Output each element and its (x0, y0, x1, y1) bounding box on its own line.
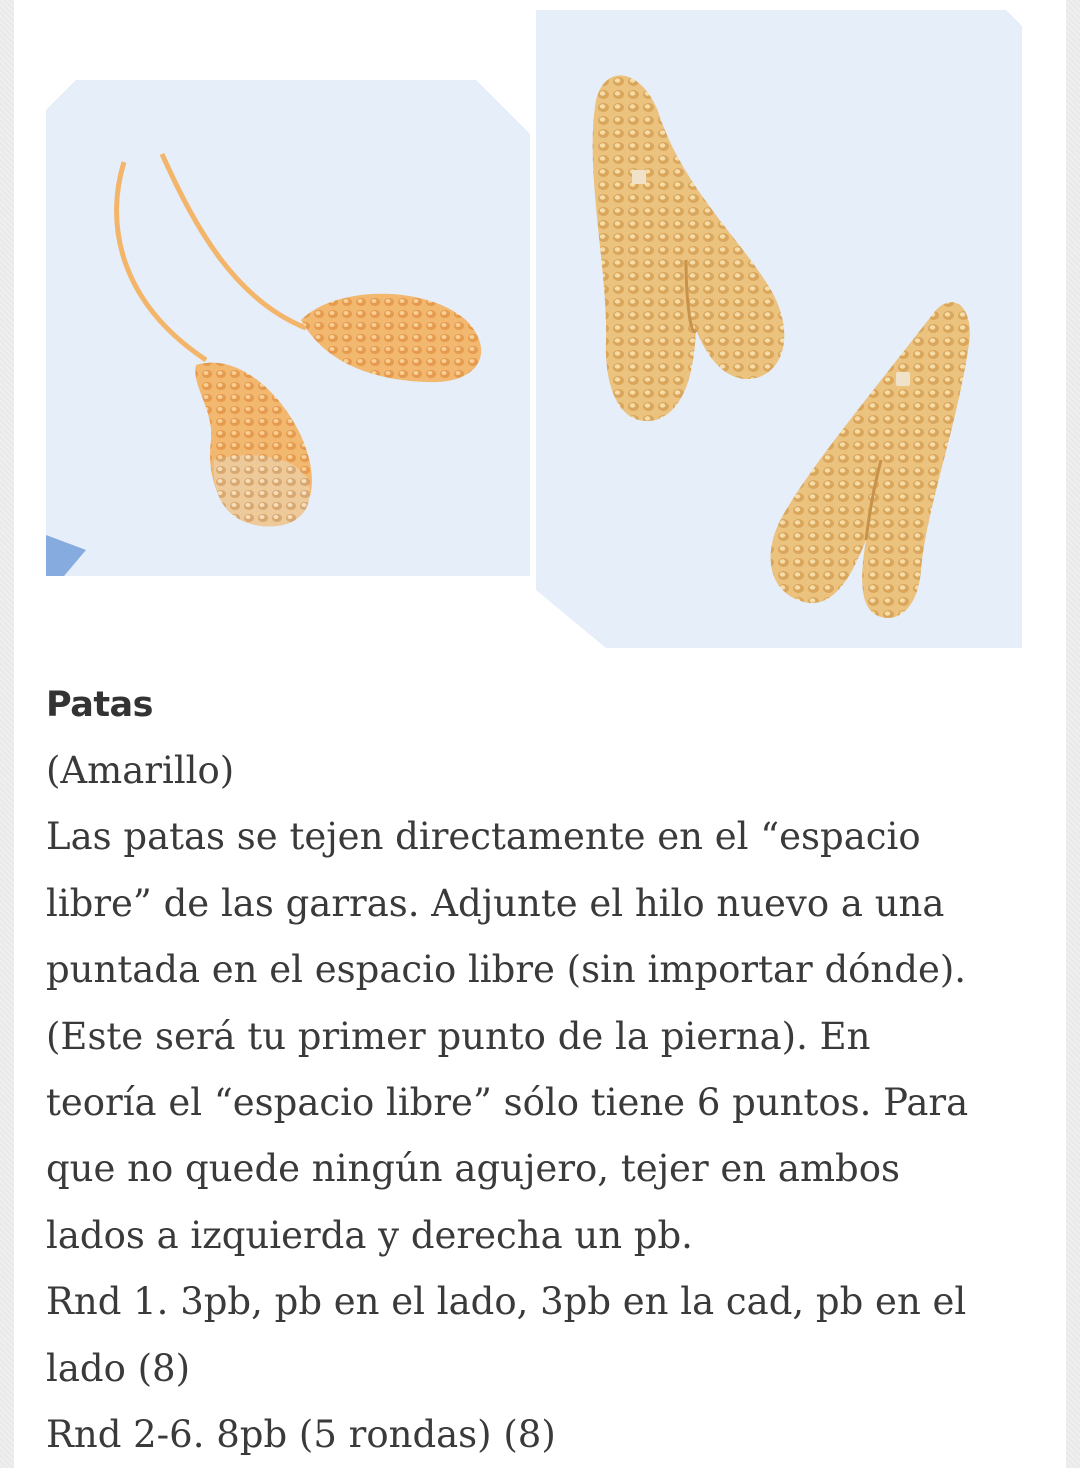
color-note: (Amarillo) (46, 749, 235, 792)
section-heading: Patas (46, 685, 154, 725)
article-text (46, 672, 986, 1468)
round-instruction: Rnd 1. 3pb, pb en el lado, 3pb en la cad, pb en el lado (8) (46, 1280, 967, 1390)
claws-photo (46, 80, 530, 576)
round-instruction: Rnd 2-6. 8pb (5 rondas) (8) (46, 1413, 556, 1457)
intro-paragraph: Las patas se tejen directamente en el “espacio libre” de las garras. Adjunte el hilo nuevo a una puntada en el espacio libre (sin importar dónde). (Este será tu primer punto de la pierna). En teoría el “espacio libre” sólo tiene 6 puntos. Para que no quede ningún agujero, tejer en ambos lados a izquierda y derecha un pb. (46, 815, 969, 1257)
legs-photo (536, 10, 1022, 648)
